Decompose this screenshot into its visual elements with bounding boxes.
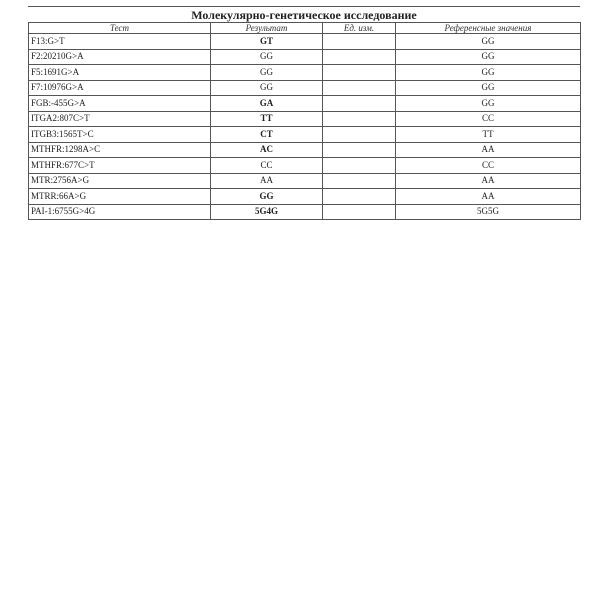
header-result: Результат <box>211 23 323 34</box>
cell-reference: GG <box>396 34 581 50</box>
table-row <box>29 189 581 205</box>
table-row <box>29 173 581 189</box>
cell-test: ITGB3:1565T>C <box>29 127 211 143</box>
cell-reference: GG <box>396 80 581 96</box>
section-title: Молекулярно-генетическое исследование <box>191 8 417 22</box>
table-row <box>29 80 581 96</box>
cell-result: GG <box>211 80 323 96</box>
cell-unit <box>323 49 396 65</box>
cell-unit <box>323 142 396 158</box>
cell-test: MTR:2756A>G <box>29 173 211 189</box>
cell-test: MTHFR:1298A>C <box>29 142 211 158</box>
cell-result: AA <box>211 173 323 189</box>
cell-reference: AA <box>396 142 581 158</box>
cell-result: AC <box>211 142 323 158</box>
cell-reference: AA <box>396 173 581 189</box>
header-row <box>29 23 581 34</box>
cell-unit <box>323 158 396 174</box>
cell-unit <box>323 65 396 81</box>
cell-unit <box>323 111 396 127</box>
cell-result: CT <box>211 127 323 143</box>
cell-reference: GG <box>396 49 581 65</box>
table-row <box>29 49 581 65</box>
cell-test: F13:G>T <box>29 34 211 50</box>
cell-unit <box>323 173 396 189</box>
cell-unit <box>323 80 396 96</box>
cell-reference: GG <box>396 96 581 112</box>
cell-unit <box>323 127 396 143</box>
header-reference: Референсные значения <box>396 23 581 34</box>
cell-test: MTRR:66A>G <box>29 189 211 205</box>
table-row <box>29 65 581 81</box>
table-row <box>29 142 581 158</box>
cell-reference: TT <box>396 127 581 143</box>
table-row <box>29 111 581 127</box>
cell-reference: 5G5G <box>396 204 581 220</box>
cell-result: GG <box>211 189 323 205</box>
cell-test: F7:10976G>A <box>29 80 211 96</box>
cell-test: F5:1691G>A <box>29 65 211 81</box>
results-table <box>28 22 581 220</box>
cell-result: GG <box>211 65 323 81</box>
cell-result: GA <box>211 96 323 112</box>
cell-result: TT <box>211 111 323 127</box>
cell-unit <box>323 34 396 50</box>
top-divider <box>28 0 580 7</box>
cell-reference: GG <box>396 65 581 81</box>
table-row <box>29 158 581 174</box>
cell-reference: AA <box>396 189 581 205</box>
cell-test: PAI-1:6755G>4G <box>29 204 211 220</box>
header-test: Тест <box>29 23 211 34</box>
table-row <box>29 127 581 143</box>
cell-test: ITGA2:807C>T <box>29 111 211 127</box>
table-row <box>29 34 581 50</box>
cell-test: FGB:-455G>A <box>29 96 211 112</box>
cell-test: F2:20210G>A <box>29 49 211 65</box>
cell-result: GT <box>211 34 323 50</box>
cell-test: MTHFR:677C>T <box>29 158 211 174</box>
cell-unit <box>323 96 396 112</box>
cell-result: GG <box>211 49 323 65</box>
cell-reference: CC <box>396 158 581 174</box>
table-row <box>29 204 581 220</box>
cell-reference: CC <box>396 111 581 127</box>
header-unit: Ед. изм. <box>323 23 396 34</box>
cell-result: CC <box>211 158 323 174</box>
table-row <box>29 96 581 112</box>
cell-unit <box>323 189 396 205</box>
cell-unit <box>323 204 396 220</box>
cell-result: 5G4G <box>211 204 323 220</box>
